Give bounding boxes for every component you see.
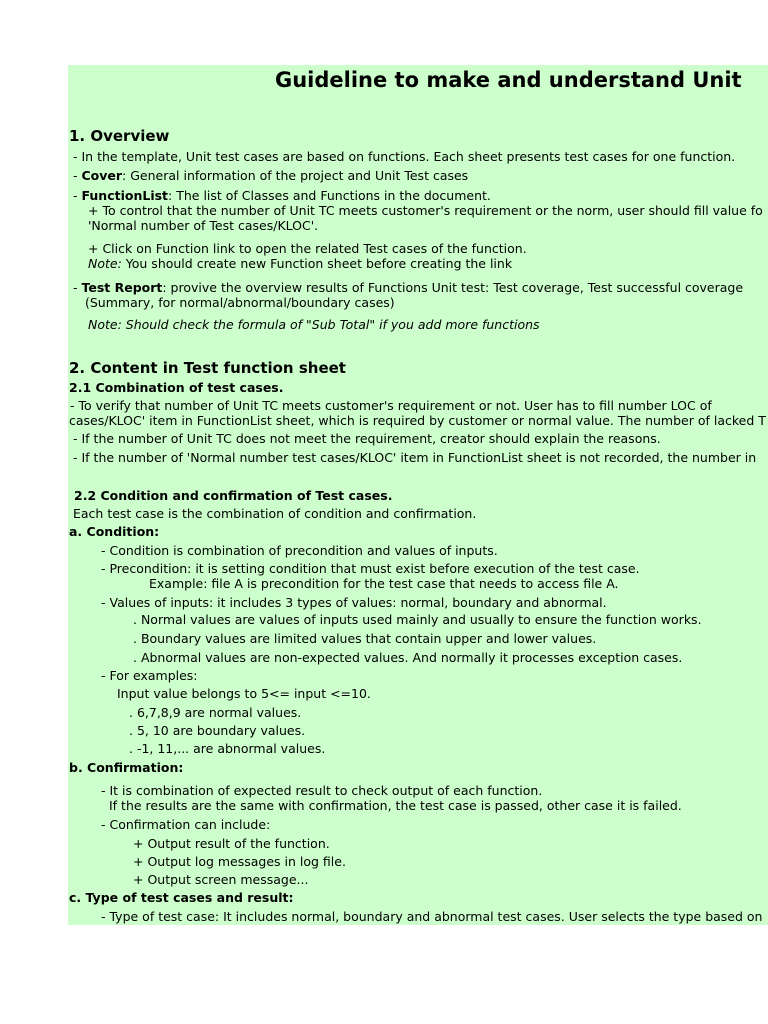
functionlist-click-line: + Click on Function link to open the related Test cases of the function. — [88, 241, 527, 256]
section-2-2-intro: Each test case is the combination of condition and confirmation. — [73, 506, 477, 521]
overview-functionlist-line: - FunctionList: The list of Classes and Functions in the document. — [73, 188, 491, 203]
section-2-1-heading: 2.1 Combination of test cases. — [69, 380, 284, 395]
overview-template-line: - In the template, Unit test cases are based on functions. Each sheet presents test cases for one function. — [73, 149, 736, 164]
section-2-2-heading: 2.2 Condition and confirmation of Test cases. — [74, 488, 393, 503]
confirmation-line: - It is combination of expected result to check output of each function. — [101, 783, 543, 798]
confirmation-heading: b. Confirmation: — [69, 760, 184, 775]
test-report-note: Note: Should check the formula of "Sub Total" if you add more functions — [88, 317, 540, 332]
functionlist-control-line-2: 'Normal number of Test cases/KLOC'. — [88, 218, 319, 233]
condition-line: . Boundary values are limited values that contain upper and lower values. — [133, 631, 597, 646]
condition-line: . 6,7,8,9 are normal values. — [129, 705, 302, 720]
section-2-1-line-1: - To verify that number of Unit TC meets customer's requirement or not. User has to fill number LOC of — [70, 398, 712, 413]
type-heading: c. Type of test cases and result: — [69, 890, 294, 905]
test-report-term: Test Report — [81, 280, 163, 295]
overview-heading: 1. Overview — [69, 127, 170, 145]
confirmation-line: - Confirmation can include: — [101, 817, 271, 832]
confirmation-line: + Output result of the function. — [133, 836, 330, 851]
functionlist-term: FunctionList — [81, 188, 169, 203]
guideline-sheet — [68, 65, 768, 925]
condition-line: . 5, 10 are boundary values. — [129, 723, 306, 738]
confirmation-line: + Output log messages in log file. — [133, 854, 346, 869]
functionlist-control-line-1: + To control that the number of Unit TC meets customer's requirement or the norm, user should fill value fo — [88, 203, 763, 218]
condition-line: Example: file A is precondition for the test case that needs to access file A. — [149, 576, 619, 591]
confirmation-line: If the results are the same with confirmation, the test case is passed, other case it is failed. — [109, 798, 682, 813]
overview-test-report-line: - Test Report: provive the overview results of Functions Unit test: Test coverage, Test successful coverage — [73, 280, 744, 295]
overview-cover-line: - Cover: General information of the project and Unit Test cases — [73, 168, 469, 183]
condition-line: - Values of inputs: it includes 3 types of values: normal, boundary and abnormal. — [101, 595, 607, 610]
condition-heading: a. Condition: — [69, 524, 160, 539]
condition-line: . -1, 11,... are abnormal values. — [129, 741, 326, 756]
confirmation-line: + Output screen message... — [133, 872, 309, 887]
condition-line: - Condition is combination of precondition and values of inputs. — [101, 543, 498, 558]
section-2-1-line-2: cases/KLOC' item in FunctionList sheet, which is required by customer or normal value. The number of lacked T — [69, 413, 766, 428]
condition-line: . Abnormal values are non-expected values. And normally it processes exception cases. — [133, 650, 683, 665]
section-2-1-line-3: - If the number of Unit TC does not meet the requirement, creator should explain the reasons. — [73, 431, 661, 446]
condition-line: Input value belongs to 5<= input <=10. — [117, 686, 371, 701]
test-report-line-2: (Summary, for normal/abnormal/boundary cases) — [85, 295, 395, 310]
functionlist-note: Note: You should create new Function sheet before creating the link — [88, 256, 513, 271]
condition-line: . Normal values are values of inputs used mainly and usually to ensure the function works. — [133, 612, 702, 627]
content-heading: 2. Content in Test function sheet — [69, 359, 346, 377]
type-line: - Type of test case: It includes normal, boundary and abnormal test cases. User selects the type based on — [101, 909, 763, 924]
section-2-1-line-4: - If the number of 'Normal number test cases/KLOC' item in FunctionList sheet is not recorded, the number in — [73, 450, 757, 465]
page-title: Guideline to make and understand Unit — [275, 68, 742, 92]
cover-term: Cover — [81, 168, 123, 183]
condition-line: - For examples: — [101, 668, 198, 683]
condition-line: - Precondition: it is setting condition that must exist before execution of the test case. — [101, 561, 640, 576]
